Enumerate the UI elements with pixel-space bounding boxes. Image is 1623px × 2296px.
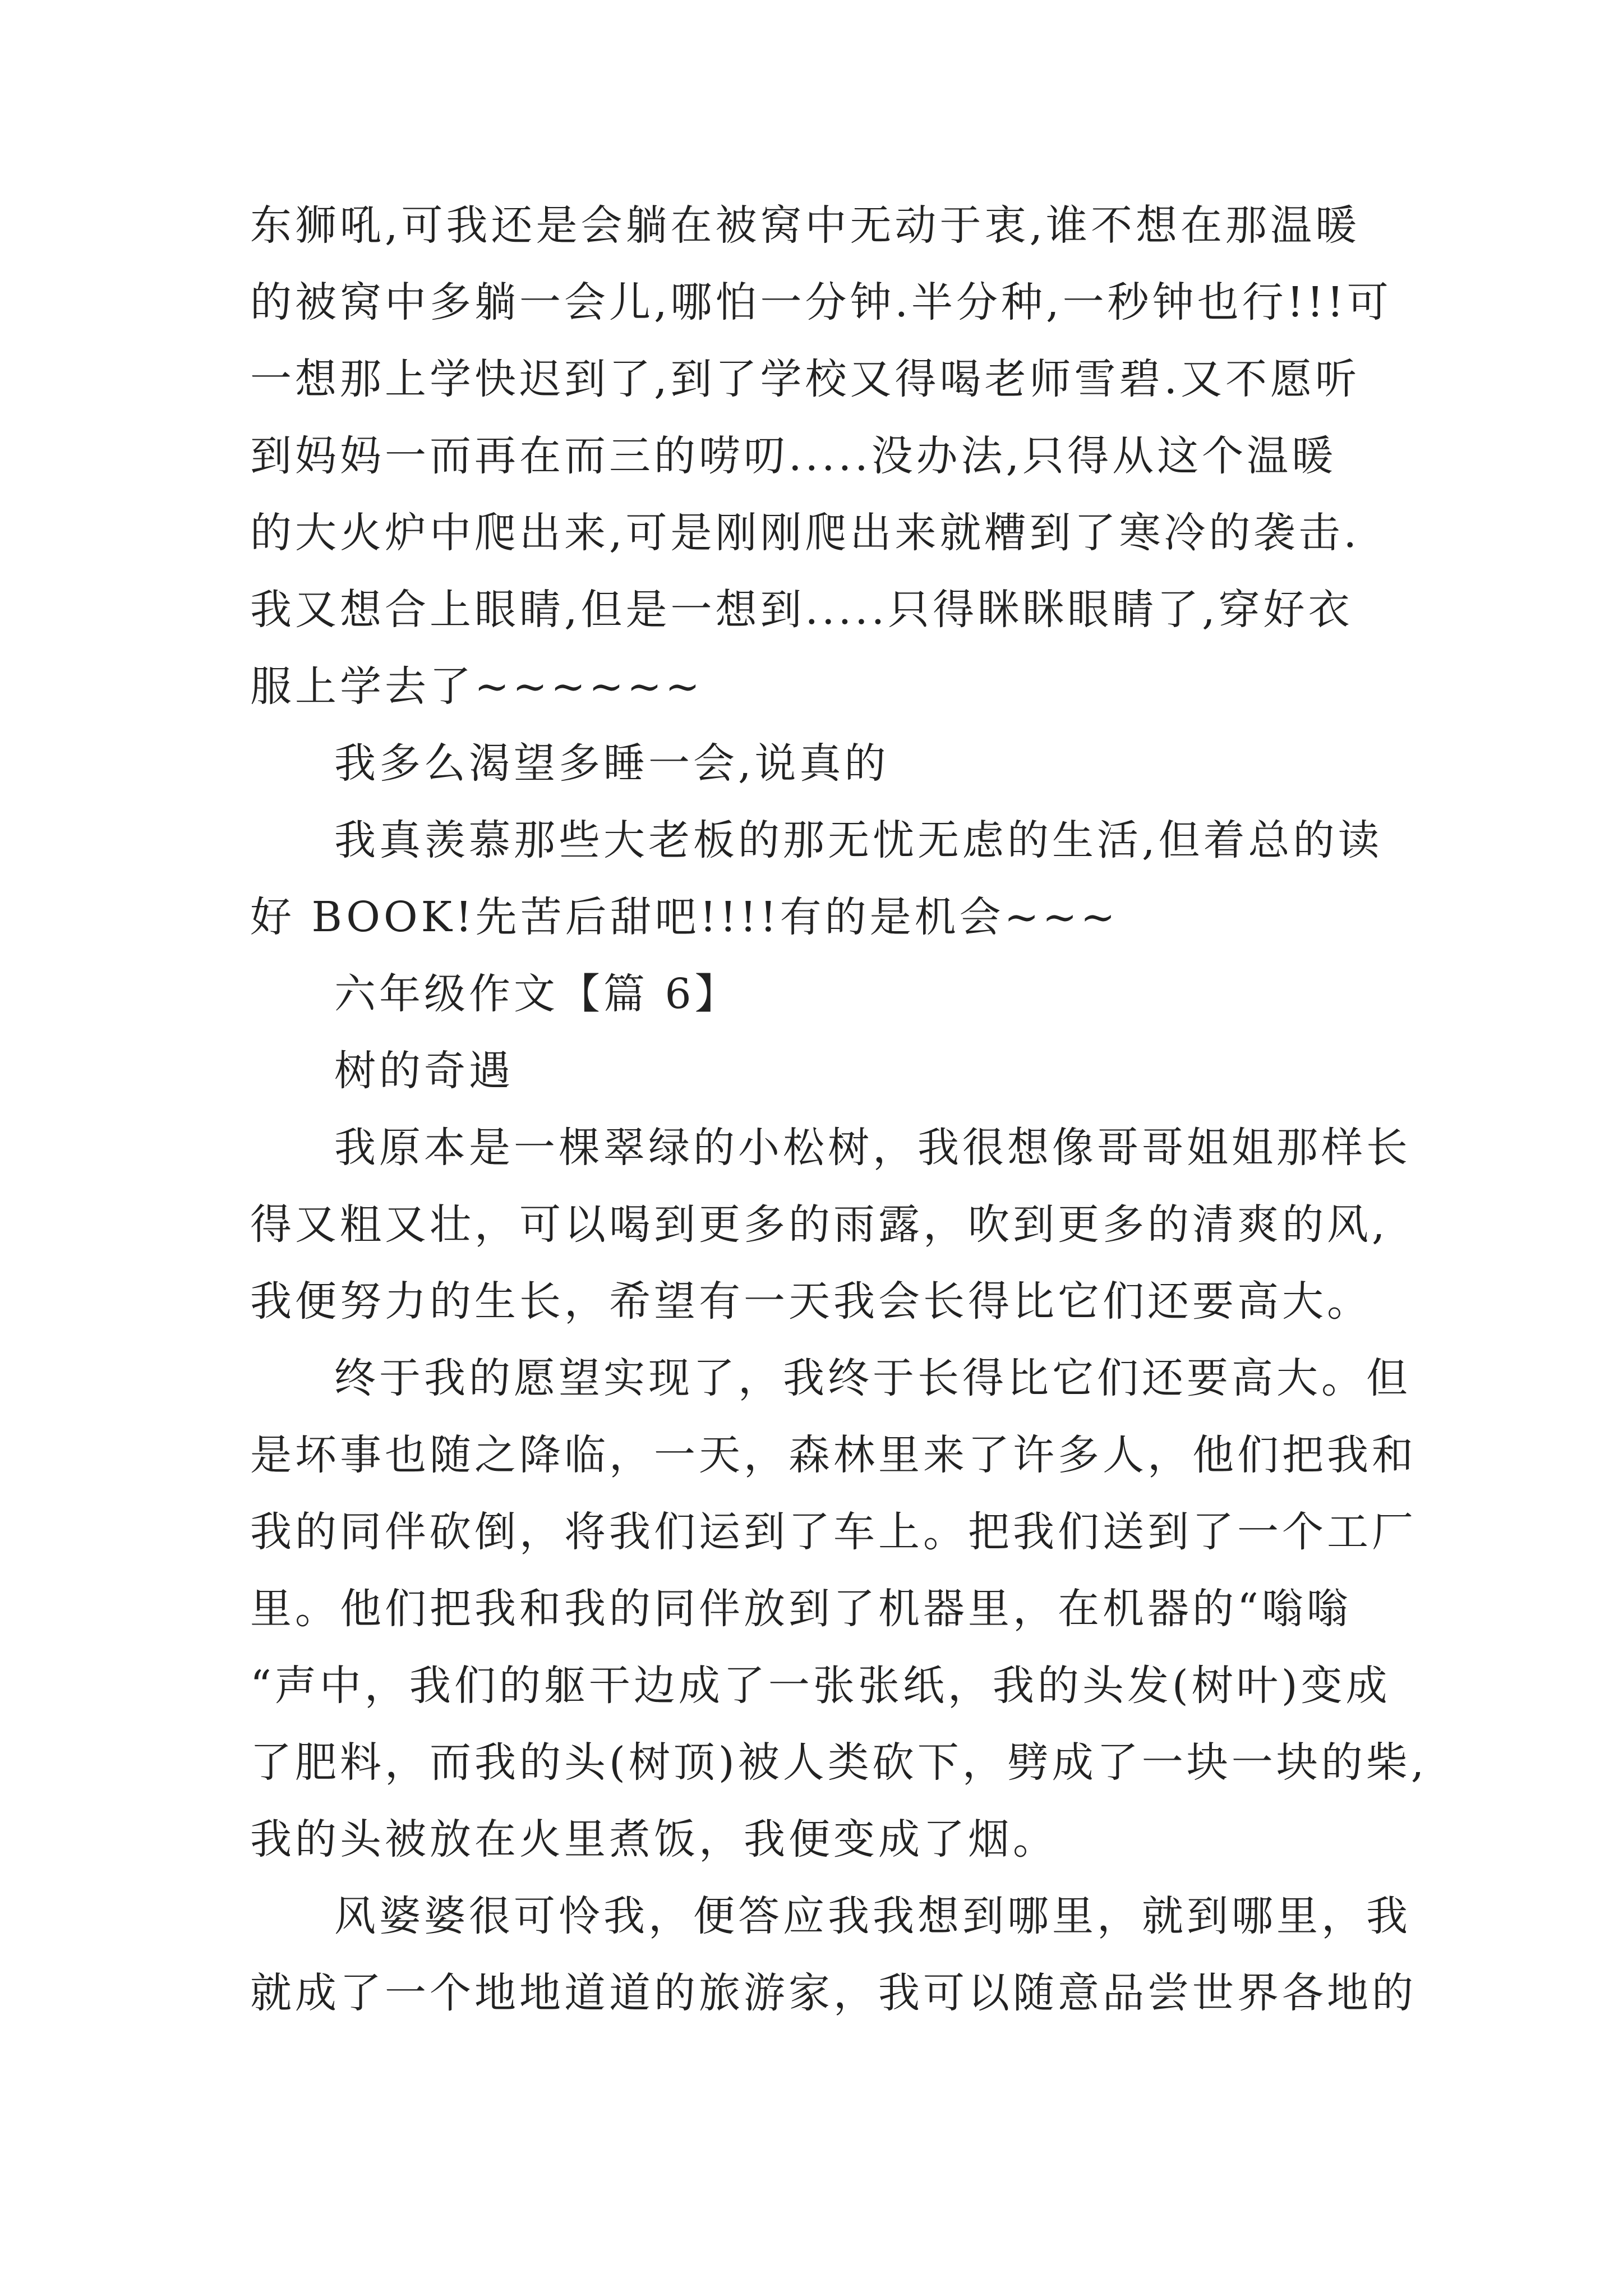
text-line: 一想那上学快迟到了,到了学校又得喝老师雪碧.又不愿听 [250, 355, 1361, 403]
text-line: 到妈妈一而再在而三的唠叨.....没办法,只得从这个温暖 [250, 432, 1337, 480]
text-line: 是坏事也随之降临，一天，森林里来了许多人，他们把我和 [250, 1431, 1417, 1479]
text-line: 的大火炉中爬出来,可是刚刚爬出来就糟到了寒冷的袭击. [250, 509, 1361, 557]
paragraph-line: 我真羡慕那些大老板的那无忧无虑的生活,但着总的读 [334, 816, 1383, 864]
text-line: 我便努力的生长，希望有一天我会长得比它们还要高大。 [250, 1277, 1372, 1326]
paragraph-line: 终于我的愿望实现了，我终于长得比它们还要高大。但 [334, 1354, 1411, 1402]
text-line: 得又粗又壮，可以喝到更多的雨露，吹到更多的清爽的风, [250, 1200, 1389, 1249]
paragraph-line: 我原本是一棵翠绿的小松树，我很想像哥哥姐姐那样长 [334, 1124, 1411, 1172]
text-line: “声中，我们的躯干边成了一张张纸，我的头发(树叶)变成 [250, 1662, 1391, 1710]
article-title: 树的奇遇 [334, 1047, 514, 1095]
text-line: 我的同伴砍倒，将我们运到了车上。把我们送到了一个工厂 [250, 1508, 1417, 1556]
text-line: 了肥料，而我的头(树顶)被人类砍下，劈成了一块一块的柴, [250, 1738, 1428, 1787]
paragraph-line: 我多么渴望多睡一会,说真的 [334, 739, 889, 788]
paragraph-line: 风婆婆很可怜我，便答应我我想到哪里，就到哪里，我 [334, 1892, 1411, 1940]
text-line: 就成了一个地地道道的旅游家，我可以随意品尝世界各地的 [250, 1969, 1417, 2017]
text-line: 服上学去了~~~~~~ [250, 662, 704, 711]
text-line: 里。他们把我和我的同伴放到了机器里，在机器的“嗡嗡 [250, 1585, 1352, 1633]
section-heading: 六年级作文【篇 6】 [334, 970, 740, 1018]
text-line: 我又想合上眼睛,但是一想到.....只得眯眯眼睛了,穿好衣 [250, 586, 1353, 634]
text-line: 东狮吼,可我还是会躺在被窝中无动于衷,谁不想在那温暖 [250, 201, 1361, 250]
text-line: 好 BOOK!先苦后甜吧!!!!有的是机会~~~ [250, 893, 1119, 941]
text-line: 我的头被放在火里煮饭，我便变成了烟。 [250, 1815, 1058, 1864]
text-line: 的被窝中多躺一会儿,哪怕一分钟.半分种,一秒钟也行!!!可 [250, 278, 1392, 326]
